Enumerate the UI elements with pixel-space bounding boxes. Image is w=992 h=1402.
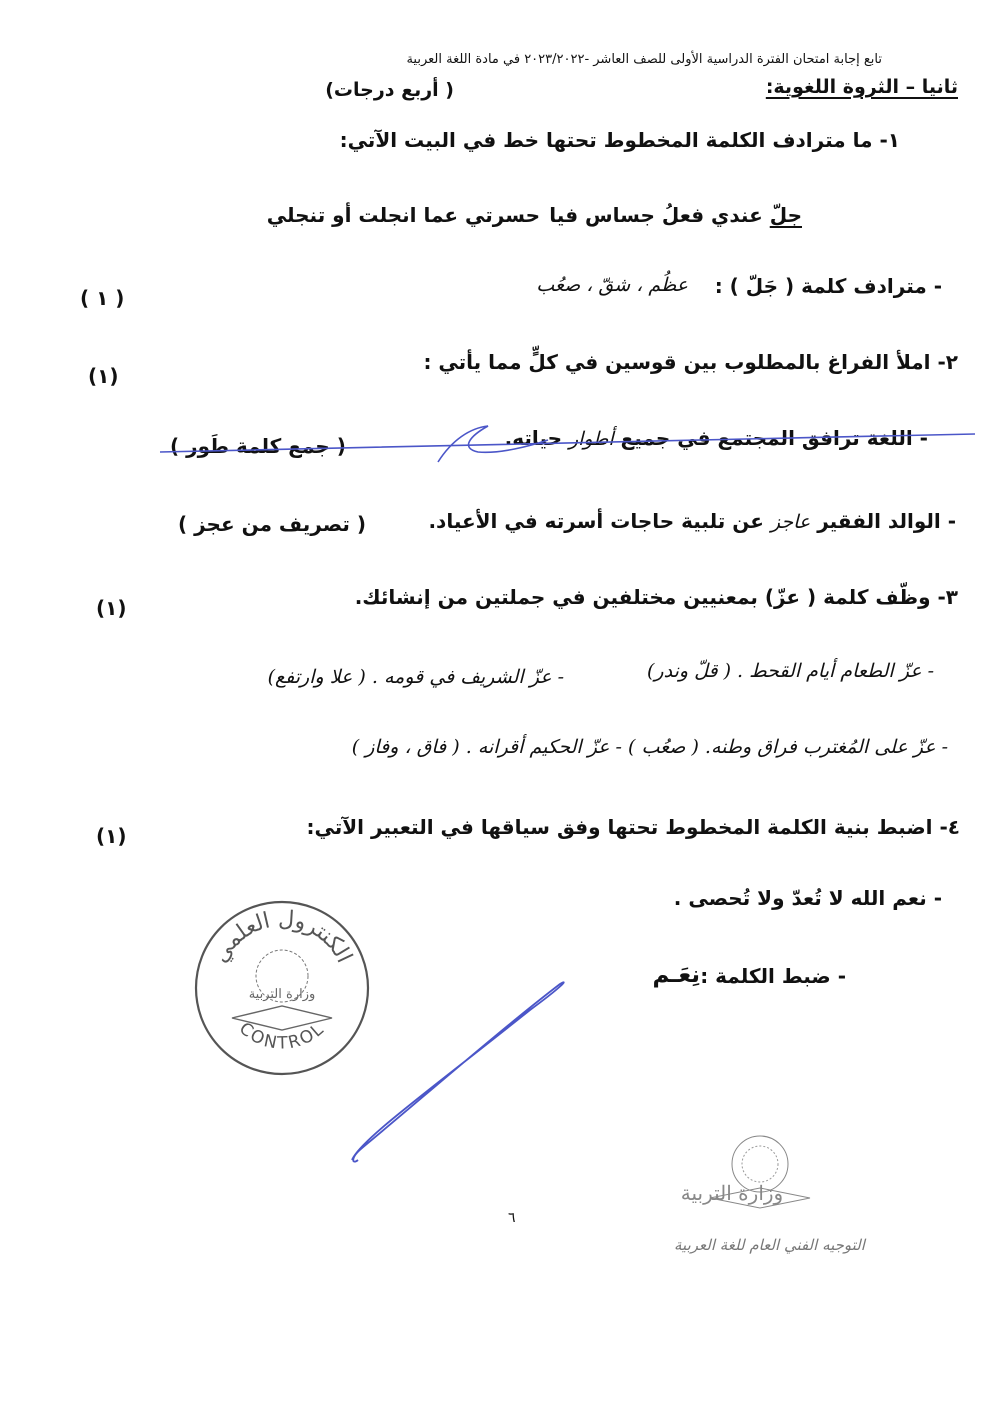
stamp-inner-text: وزارة التربية <box>248 987 316 1002</box>
signature-stroke <box>352 982 564 1161</box>
question-2-item-1-hint: ( جمع كلمة طَور ) <box>170 434 346 458</box>
question-2-item-2-hint: ( تصريف من عجز ) <box>178 512 367 536</box>
question-1-prompt: ١- ما مترادف الكلمة المخطوط تحتها خط في البيت الآتي: <box>339 128 900 152</box>
section-marks: ( أربع درجات) <box>325 79 454 101</box>
question-4-mark: (١) <box>96 824 127 848</box>
question-1-mark: ( ١ ) <box>80 286 125 310</box>
question-1-answer-label: - مترادف كلمة ( جَلّ ) : <box>714 274 942 298</box>
verse-second-hemistich: حسرتي عما انجلت أو تنجلي <box>266 203 540 227</box>
question-3-line-2: - عزّ على المُغترب فراق وطنه. ( صعُب ) - عزّ الحكيم أقرانه . ( فاق ، وفاز ) <box>351 736 948 758</box>
stamp-bottom-text: CONTROL <box>235 1018 329 1054</box>
question-4-answer-word: نِعَـم <box>652 962 700 988</box>
item-2-answer: عاجز <box>770 511 811 533</box>
control-stamp <box>192 898 372 1078</box>
question-1-answer: عظُم ، شقّ ، صعُب <box>536 274 688 296</box>
question-2-item-1 <box>505 426 928 450</box>
page-number: ٦ <box>508 1210 516 1226</box>
question-3-prompt: ٣- وظّف كلمة ( عزّ) بمعنيين مختلفين في جملتين من إنشائك. <box>354 585 958 609</box>
item-1-answer: أطوار <box>568 428 614 450</box>
question-2-item-2 <box>428 509 956 533</box>
question-4-sentence-text: - نعم الله لا تُعدّ ولا تُحصى . <box>673 886 942 910</box>
item-2-end: عن تلبية حاجات أسرته في الأعياد. <box>428 509 764 533</box>
ministry-emblem-stamp <box>680 1124 830 1234</box>
question-2-prompt: ٢- املأ الفراغ بالمطلوب بين قوسين في كلٍّ مما يأتي : <box>423 350 958 374</box>
verse-first-rest: عندي فعلُ جساس فيا <box>549 203 770 227</box>
verse-first-hemistich <box>549 203 802 227</box>
item-1-text: - اللغة ترافق المجتمع في جميع <box>620 426 928 450</box>
verse-underlined-word: جلّ <box>769 203 802 227</box>
question-4-answer-label: - ضبط الكلمة : <box>700 964 846 988</box>
question-2-mark: (١) <box>88 364 119 388</box>
question-4-sentence <box>674 886 942 910</box>
question-3-mark: (١) <box>96 596 127 620</box>
ministry-caption: التوجيه الفني العام للغة العربية <box>674 1236 865 1254</box>
item-1-end: حياته. <box>504 426 562 450</box>
item-2-text: - الوالد الفقير <box>817 509 956 533</box>
section-title: ثانيا – الثروة اللغوية: <box>765 76 958 98</box>
question-3-line-1-left: - عزّ الشريف في قومه . ( علا وارتفع) <box>267 666 564 688</box>
question-4-prompt: ٤- اضبط بنية الكلمة المخطوط تحتها وفق سياقها في التعبير الآتي: <box>306 815 960 839</box>
ministry-emblem-text: وزارة التربية <box>680 1181 784 1205</box>
stamp-top-text: الكنترول العلمي <box>207 906 357 968</box>
question-3-line-1-right: - عزّ الطعام أيام القحط . ( قلّ وندر) <box>647 660 934 682</box>
running-header: تابع إجابة امتحان الفترة الدراسية الأولى للصف العاشر -٢٠٢٣/٢٠٢٢ في مادة اللغة العربية <box>406 52 882 67</box>
